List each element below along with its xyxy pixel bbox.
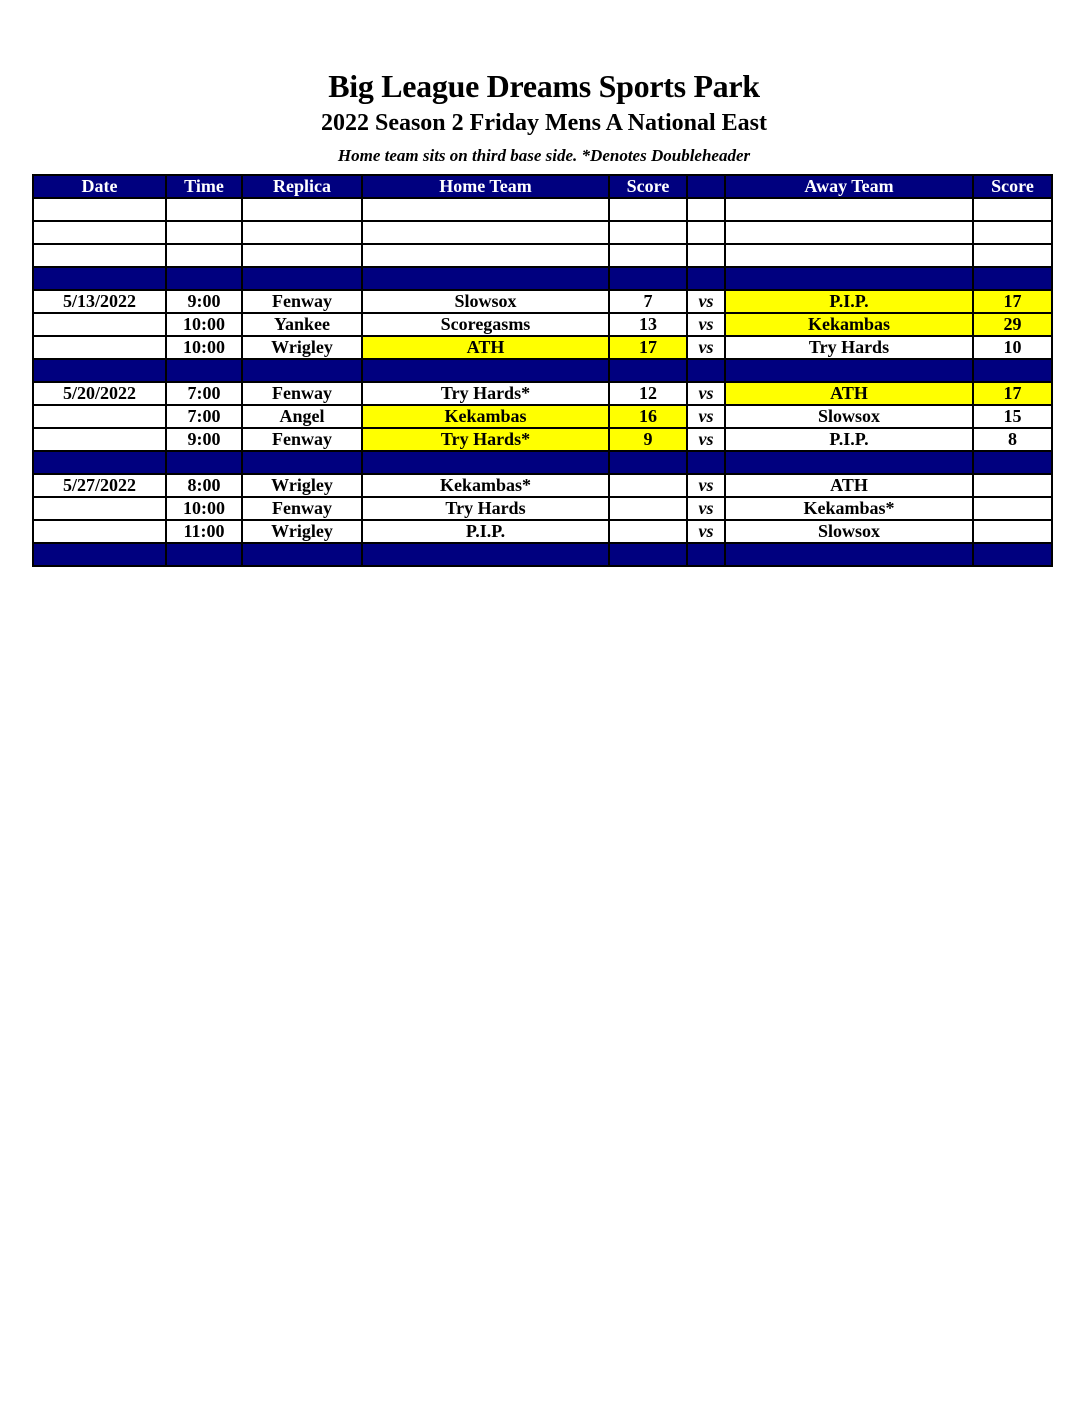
separator-cell [33,359,166,382]
col-header-home-score: Score [609,175,687,198]
game-row [33,336,1052,359]
time-cell: 7:00 [166,405,242,428]
blank-cell [33,244,166,267]
game-row [33,428,1052,451]
vs-cell: vs [687,474,725,497]
separator-cell [609,451,687,474]
blank-cell [687,244,725,267]
replica-cell: Angel [242,405,362,428]
separator-cell [687,267,725,290]
home-team-cell: P.I.P. [362,520,609,543]
blank-cell [687,198,725,221]
away-score-cell [973,520,1052,543]
separator-cell [166,359,242,382]
time-cell: 10:00 [166,336,242,359]
separator-cell [166,451,242,474]
date-cell [33,520,166,543]
time-cell: 10:00 [166,497,242,520]
vs-cell: vs [687,336,725,359]
away-score-cell [973,474,1052,497]
time-cell: 8:00 [166,474,242,497]
home-team-cell: Slowsox [362,290,609,313]
blank-cell [973,221,1052,244]
header-row [33,175,1052,198]
page-subtitle: 2022 Season 2 Friday Mens A National East [320,110,768,136]
blank-cell [242,244,362,267]
home-score-cell: 17 [609,336,687,359]
separator-cell [362,359,609,382]
date-cell: 5/27/2022 [33,474,166,497]
blank-cell [725,221,973,244]
replica-cell: Fenway [242,382,362,405]
home-team-cell: Scoregasms [362,313,609,336]
blank-cell [362,244,609,267]
blank-cell [33,221,166,244]
game-row [33,474,1052,497]
time-cell: 10:00 [166,313,242,336]
home-score-cell: 7 [609,290,687,313]
vs-cell: vs [687,428,725,451]
separator-row [33,359,1052,382]
home-team-cell: Kekambas [362,405,609,428]
separator-cell [166,267,242,290]
away-score-cell: 15 [973,405,1052,428]
date-cell: 5/13/2022 [33,290,166,313]
game-row [33,290,1052,313]
time-cell: 7:00 [166,382,242,405]
replica-cell: Wrigley [242,474,362,497]
time-cell: 11:00 [166,520,242,543]
separator-cell [609,267,687,290]
blank-cell [725,198,973,221]
game-row [33,497,1052,520]
separator-cell [687,359,725,382]
blank-cell [33,198,166,221]
date-cell [33,428,166,451]
blank-cell [242,221,362,244]
away-team-cell: Slowsox [725,405,973,428]
away-team-cell: ATH [725,382,973,405]
blank-cell [973,244,1052,267]
separator-cell [973,267,1052,290]
home-score-cell [609,474,687,497]
replica-cell: Wrigley [242,336,362,359]
separator-cell [973,451,1052,474]
replica-cell: Yankee [242,313,362,336]
separator-cell [242,359,362,382]
home-score-cell: 12 [609,382,687,405]
vs-cell: vs [687,405,725,428]
separator-cell [242,451,362,474]
blank-cell [166,244,242,267]
home-score-cell: 13 [609,313,687,336]
blank-cell [166,221,242,244]
blank-cell [609,244,687,267]
blank-cell [242,198,362,221]
separator-cell [362,451,609,474]
schedule-body [33,198,1052,566]
separator-cell [362,543,609,566]
away-score-cell: 8 [973,428,1052,451]
blank-cell [687,221,725,244]
col-header-date: Date [33,175,166,198]
away-team-cell: P.I.P. [725,428,973,451]
page-title: Big League Dreams Sports Park [328,68,760,104]
home-team-cell: Try Hards* [362,428,609,451]
schedule-table [32,174,1053,567]
vs-cell: vs [687,382,725,405]
time-cell: 9:00 [166,428,242,451]
separator-cell [687,543,725,566]
replica-cell: Fenway [242,497,362,520]
separator-cell [33,451,166,474]
blank-cell [973,198,1052,221]
away-team-cell: Try Hards [725,336,973,359]
vs-cell: vs [687,497,725,520]
vs-cell: vs [687,520,725,543]
date-cell [33,336,166,359]
away-score-cell [973,497,1052,520]
separator-cell [609,359,687,382]
date-cell: 5/20/2022 [33,382,166,405]
separator-cell [166,543,242,566]
date-cell [33,313,166,336]
separator-cell [725,451,973,474]
blank-row [33,221,1052,244]
col-header-time: Time [166,175,242,198]
blank-cell [609,221,687,244]
col-header-vs [687,175,725,198]
separator-cell [973,543,1052,566]
col-header-home-team: Home Team [362,175,609,198]
col-header-away-score: Score [973,175,1052,198]
away-team-cell: Kekambas* [725,497,973,520]
away-score-cell: 29 [973,313,1052,336]
date-cell [33,405,166,428]
game-row [33,405,1052,428]
separator-row [33,543,1052,566]
home-score-cell: 16 [609,405,687,428]
blank-cell [362,221,609,244]
vs-cell: vs [687,313,725,336]
home-team-cell: Kekambas* [362,474,609,497]
home-score-cell: 9 [609,428,687,451]
home-team-cell: Try Hards [362,497,609,520]
separator-cell [242,267,362,290]
away-team-cell: ATH [725,474,973,497]
separator-cell [725,543,973,566]
away-team-cell: Kekambas [725,313,973,336]
blank-cell [362,198,609,221]
home-team-cell: Try Hards* [362,382,609,405]
separator-cell [33,543,166,566]
game-row [33,520,1052,543]
blank-row [33,244,1052,267]
separator-cell [725,267,973,290]
separator-cell [973,359,1052,382]
replica-cell: Fenway [242,290,362,313]
blank-cell [609,198,687,221]
game-row [33,313,1052,336]
separator-row [33,451,1052,474]
time-cell: 9:00 [166,290,242,313]
game-row [33,382,1052,405]
home-score-cell [609,520,687,543]
separator-row [33,267,1052,290]
away-score-cell: 10 [973,336,1052,359]
blank-cell [166,198,242,221]
separator-cell [362,267,609,290]
separator-cell [33,267,166,290]
replica-cell: Wrigley [242,520,362,543]
date-cell [33,497,166,520]
away-team-cell: P.I.P. [725,290,973,313]
col-header-away-team: Away Team [725,175,973,198]
doubleheader-note: Home team sits on third base side. *Denotes Doubleheader [337,146,751,165]
away-team-cell: Slowsox [725,520,973,543]
away-score-cell: 17 [973,382,1052,405]
home-team-cell: ATH [362,336,609,359]
separator-cell [609,543,687,566]
home-score-cell [609,497,687,520]
col-header-replica: Replica [242,175,362,198]
replica-cell: Fenway [242,428,362,451]
blank-cell [725,244,973,267]
separator-cell [242,543,362,566]
blank-row [33,198,1052,221]
separator-cell [687,451,725,474]
separator-cell [725,359,973,382]
vs-cell: vs [687,290,725,313]
away-score-cell: 17 [973,290,1052,313]
